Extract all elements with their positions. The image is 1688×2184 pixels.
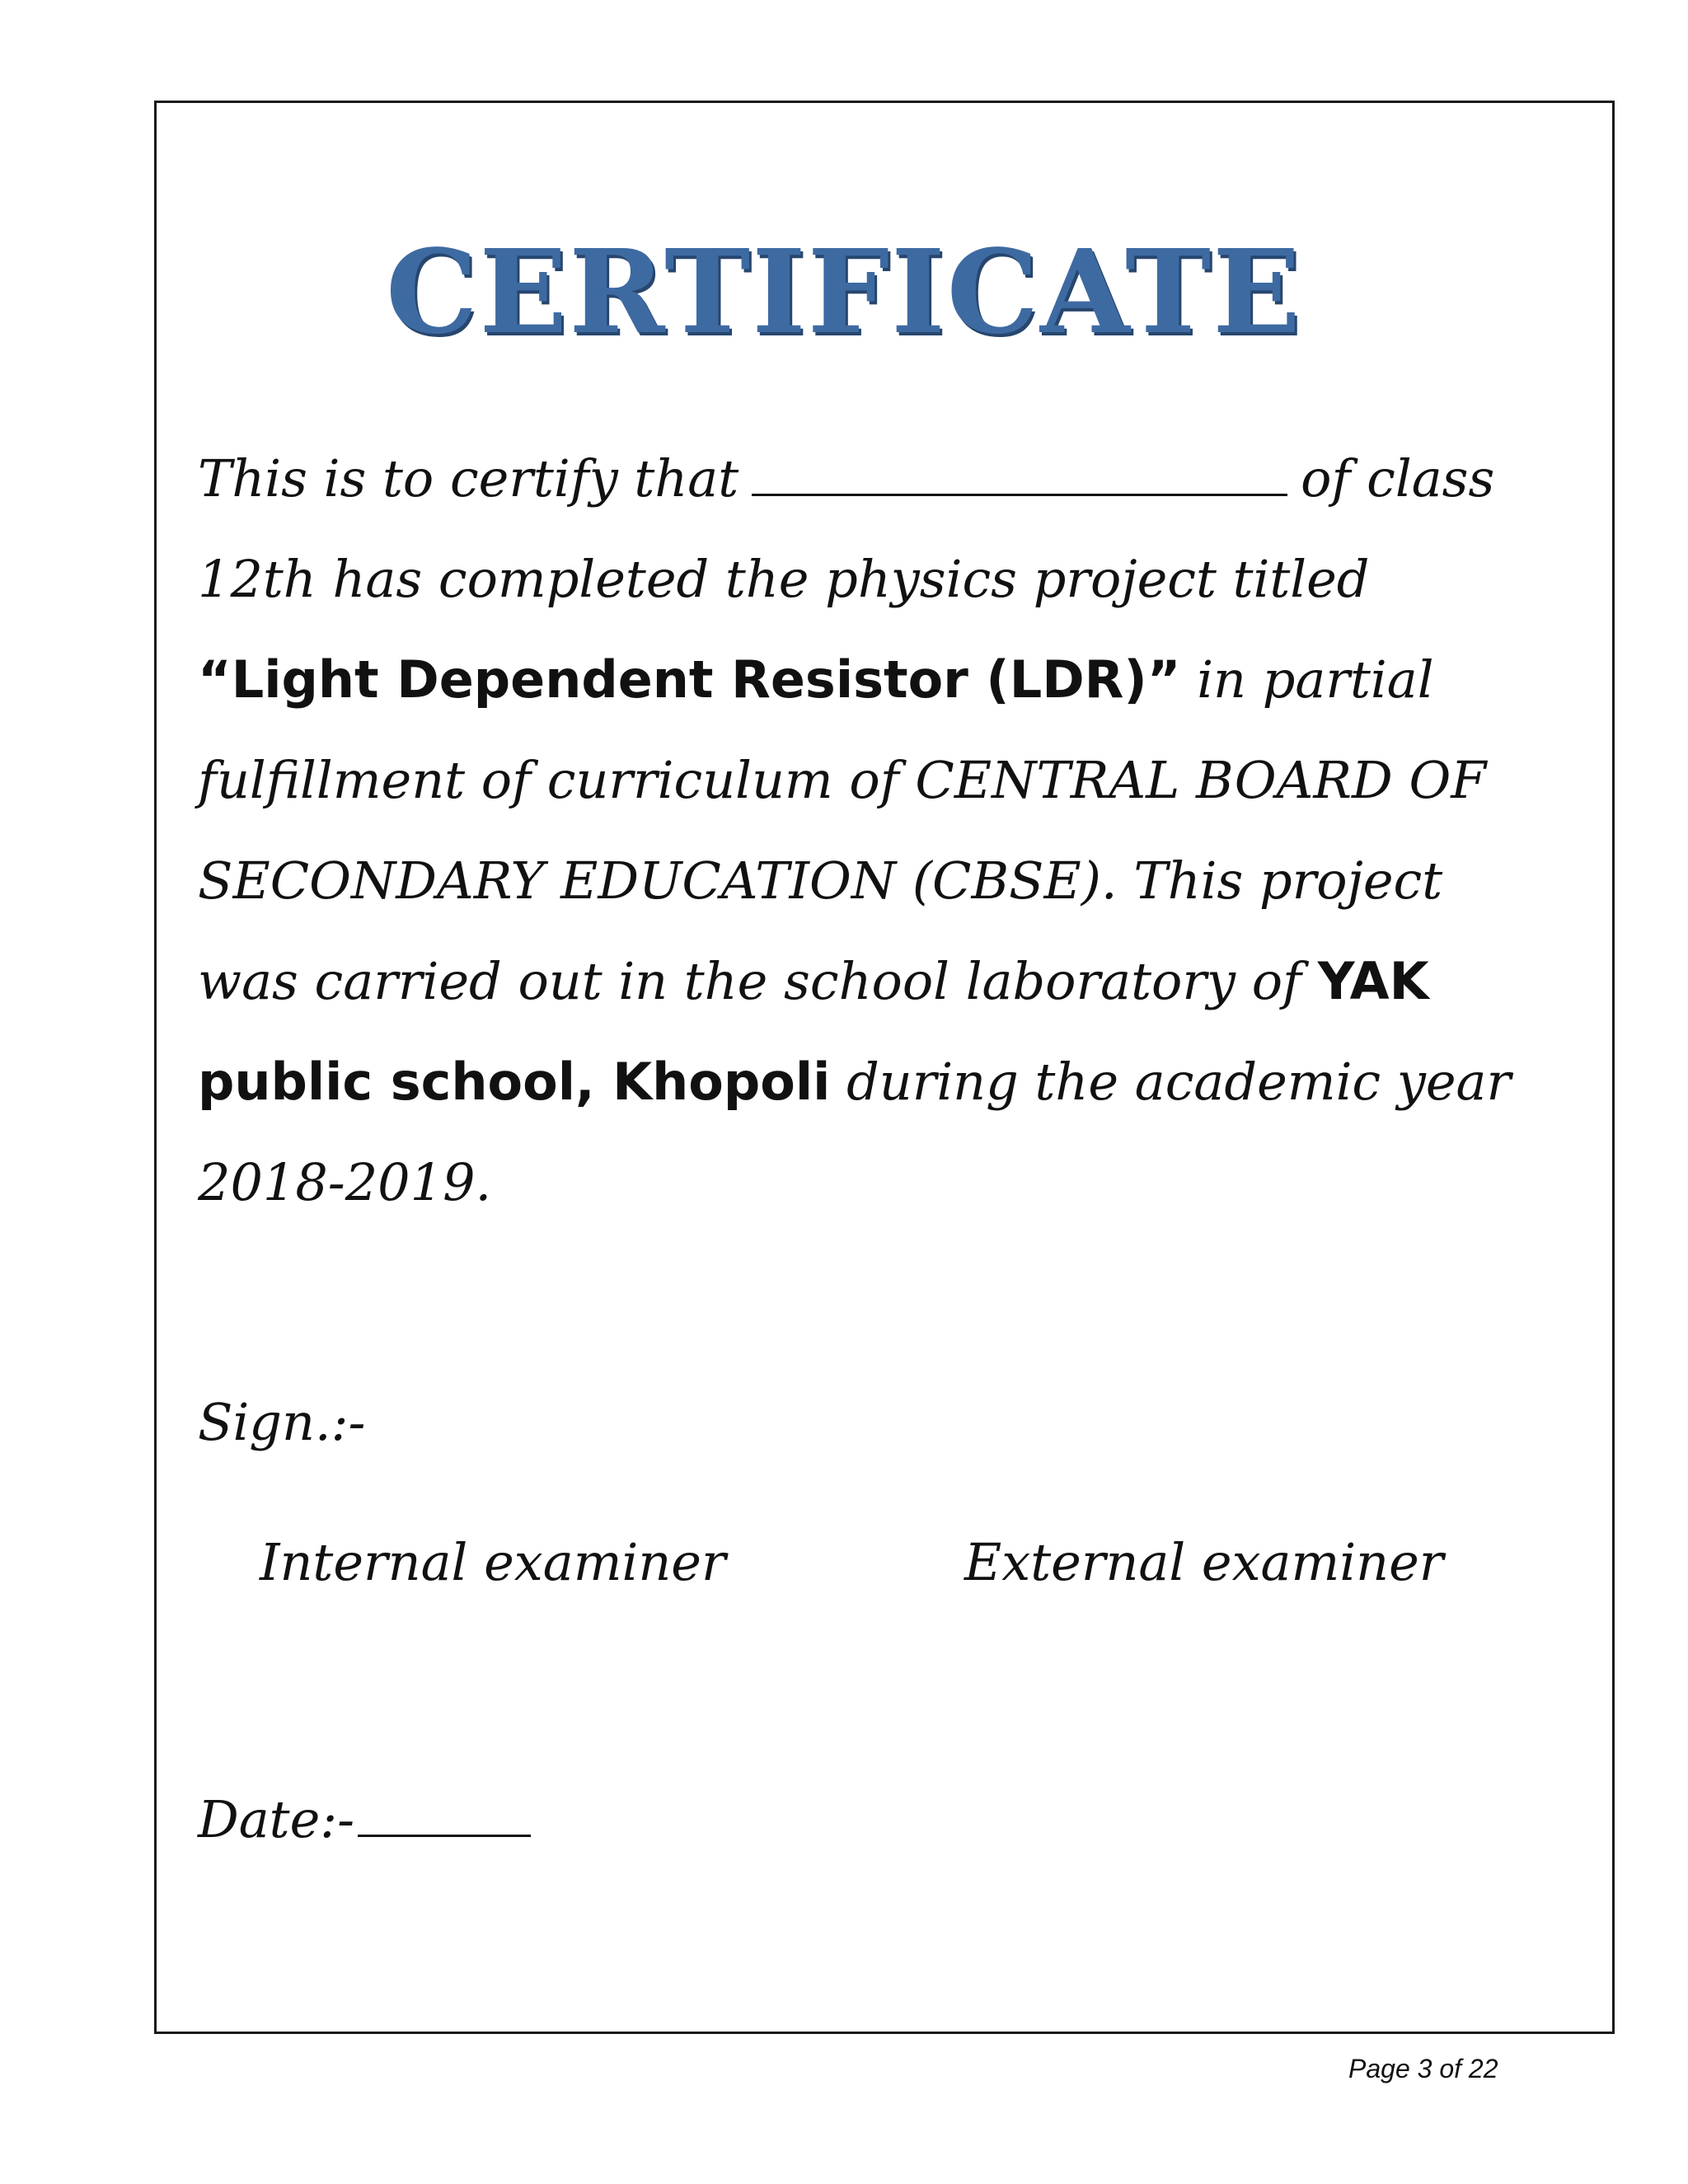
project-title: “Light Dependent Resistor (LDR)” [198, 649, 1181, 710]
certify-prefix: This is to certify that [198, 448, 739, 509]
certificate-title: CERTIFICATE [386, 225, 1302, 360]
body-line-4: fulfillment of curriculum of CENTRAL BOARD OF [198, 750, 1487, 810]
body-line-6 [198, 931, 1550, 1032]
internal-examiner-label: Internal examiner [260, 1532, 726, 1592]
date-row [198, 1788, 531, 1849]
laboratory-text: was carried out in the school laboratory of [198, 951, 1318, 1011]
certify-suffix: of class [1301, 448, 1495, 509]
body-line-7 [198, 1032, 1550, 1132]
body-line-3 [198, 630, 1550, 730]
body-line-5: SECONDARY EDUCATION (CBSE). This project [198, 851, 1443, 911]
external-examiner-label: External examiner [964, 1532, 1444, 1592]
school-name-part-2: public school, Khopoli [198, 1052, 831, 1112]
partial-text: in partial [1180, 649, 1434, 710]
body-line-2: 12th has completed the physics project titled [198, 549, 1370, 609]
sign-label: Sign.:- [198, 1392, 366, 1452]
date-label: Date:- [198, 1789, 355, 1849]
student-name-blank [752, 444, 1287, 496]
body-line-1 [198, 429, 1550, 529]
date-blank [358, 1788, 531, 1837]
school-name-part-1: YAK [1317, 951, 1429, 1011]
certificate-body [198, 429, 1550, 1233]
academic-year-text: during the academic year [830, 1052, 1512, 1112]
page-number: Page 3 of 22 [1348, 2054, 1498, 2083]
body-line-8: 2018-2019. [198, 1152, 492, 1212]
